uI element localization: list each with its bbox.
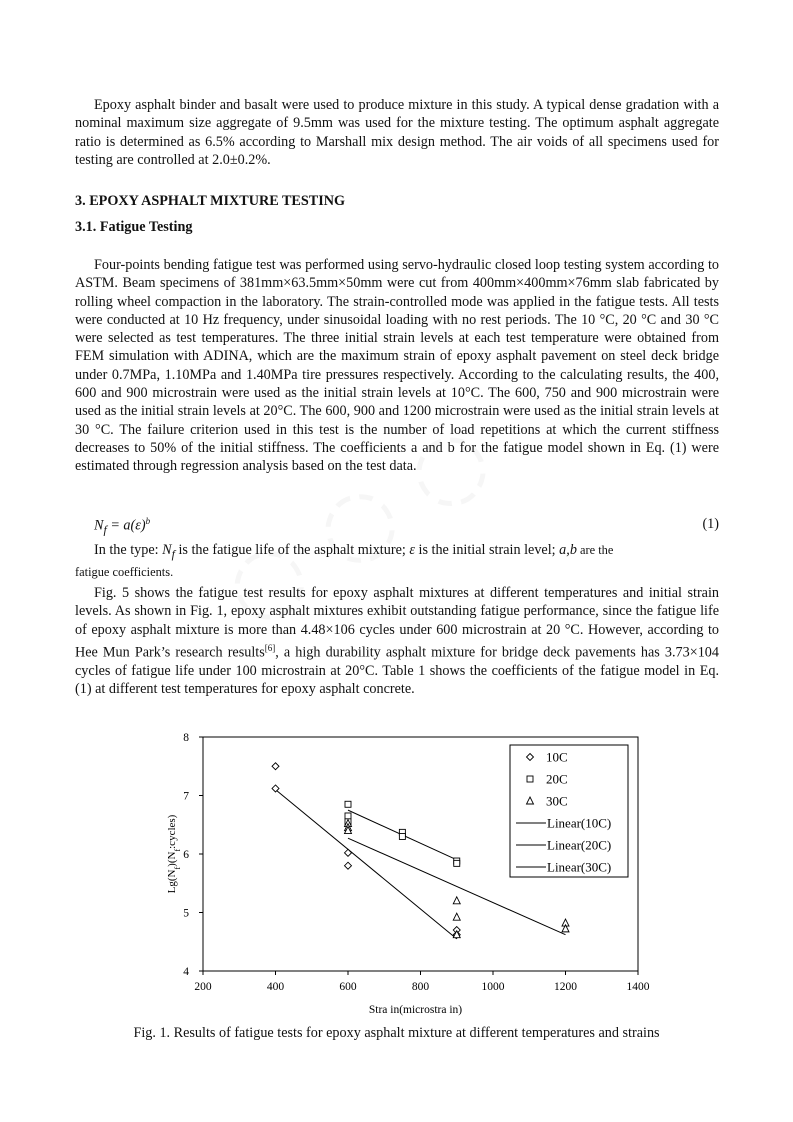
y-label-part: Lg(N xyxy=(166,869,178,894)
data-point xyxy=(453,897,460,904)
x-tick-label: 1000 xyxy=(481,981,505,993)
fatigue-paragraph xyxy=(75,256,719,476)
equation-lhs: N xyxy=(94,517,104,534)
y-label-sub: f xyxy=(172,866,182,870)
data-point xyxy=(454,860,460,866)
eq-note-nf: N xyxy=(162,542,172,558)
fit-line xyxy=(276,790,457,939)
eq-note-part1: In the type: xyxy=(94,542,163,558)
x-tick-label: 600 xyxy=(339,981,357,993)
section-heading: 3. EPOXY ASPHALT MIXTURE TESTING xyxy=(75,193,346,209)
intro-text: Epoxy asphalt binder and basalt were used to produce mixture in this study. A typical dense gradation with a nominal maximum size aggregate of 9.5mm was used for the mixture testing. The optimum asphalt aggregate ratio is determined as 6.5% according to Marshall mix design method. The air voids of all specimens used for testing are controlled at 2.0±0.2%. xyxy=(75,97,719,168)
data-point xyxy=(272,785,279,792)
legend-label: Linear(20C) xyxy=(547,837,612,853)
legend-box xyxy=(510,745,628,877)
equation-note xyxy=(75,541,719,581)
figure-caption: Fig. 1. Results of fatigue tests for epoxy asphalt mixture at different temperatures and strains xyxy=(133,1025,660,1041)
data-point xyxy=(272,763,279,770)
y-label-part: )(N xyxy=(166,851,178,867)
equation-number: (1) xyxy=(702,516,719,532)
x-tick-label: 800 xyxy=(411,981,430,993)
equation-lhs-sub: f xyxy=(103,522,107,537)
x-axis-label: Stra in(microstra in) xyxy=(368,1004,463,1016)
legend-marker xyxy=(527,776,533,782)
y-axis-label xyxy=(166,814,182,893)
data-point xyxy=(345,862,352,869)
eq-note-part3: is the initial strain level; xyxy=(414,542,560,558)
x-tick-label: 1200 xyxy=(554,981,577,993)
fatigue-chart-svg xyxy=(0,725,793,1025)
legend-label: 30C xyxy=(546,793,568,809)
data-point xyxy=(399,833,405,839)
results-text xyxy=(75,584,719,699)
eq-note-ab: a,b xyxy=(559,542,577,558)
x-tick-label: 400 xyxy=(266,981,285,993)
data-point xyxy=(345,813,351,819)
y-tick-label: 4 xyxy=(183,966,189,978)
legend-label: Linear(10C) xyxy=(547,815,612,831)
eq-note-nf-sub: f xyxy=(171,546,175,561)
eq-note-line2: fatigue coefficients. xyxy=(75,565,174,580)
equation-rhs-sup: b xyxy=(145,516,151,526)
fatigue-text: Four-points bending fatigue test was performed using servo-hydraulic closed loop testing system according to ASTM. Beam specimens of 381mm×63.5mm×50mm were cut from 400mm×400mm×76mm slab fabricated by rolling wheel compaction in the laboratory. The strain-controlled mode was applied in the fatigue tests. All tests were conducted at 10 Hz frequency, under sinusoidal loading with no rest periods. The 10 °C, 20 °C and 30 °C were selected as test temperatures. The three initial strain levels at each test temperature were obtained from FEM simulation with ADINA, which are the maximum strain of epoxy asphalt pavement on steel deck bridge under 0.7MPa, 1.10MPa and 1.40MPa tire pressures respectively. According to the calculating results, the 400, 600 and 900 microstrain were used as the initial strain levels at 10°C. The 600, 750 and 900 microstrain were used as the initial strain levels at 20°C. The 600, 900 and 1200 microstrain were used as the initial strain levels at 30 °C. The failure criterion used in this test is the number of load repetitions at which the current stiffness decreases to 50% of the initial stiffness. The coefficients a and b for the fatigue model shown in Eq. (1) were estimated through regression analysis based on the test data. xyxy=(75,257,719,475)
intro-paragraph xyxy=(75,96,719,169)
subsection-heading: 3.1. Fatigue Testing xyxy=(75,219,193,235)
y-tick-label: 7 xyxy=(183,790,189,803)
y-label-part: :cycles) xyxy=(166,814,178,849)
y-tick-label: 8 xyxy=(183,732,189,744)
legend-label: Linear(30C) xyxy=(547,859,612,875)
eq-note-eps: ε xyxy=(409,542,415,558)
equation-1 xyxy=(94,516,719,538)
results-ref: [6] xyxy=(264,642,276,653)
x-tick-label: 200 xyxy=(194,981,212,993)
results-paragraph xyxy=(75,584,719,699)
equation-rhs: = a(ε) xyxy=(106,517,146,534)
y-tick-label: 5 xyxy=(183,907,189,920)
y-tick-label: 6 xyxy=(183,849,189,861)
fatigue-chart xyxy=(0,725,793,1025)
eq-note-part2: is the fatigue life of the asphalt mixture; xyxy=(174,542,410,558)
eq-note-part4: are the xyxy=(576,543,614,557)
results-text-b: , a high durability asphalt mixture for bridge deck pavements has 3.73×104 cycles of fatigue life under 100 microstrain at 20°C. Table 1 shows the coefficients of the fatigue model in Eq. (1) at different test temperatures for epoxy asphalt concrete. xyxy=(75,644,719,698)
y-label-sub: f xyxy=(172,848,182,852)
results-text-a: Fig. 5 shows the fatigue test results for epoxy asphalt mixtures at different temperatures and initial strain levels. As shown in Fig. 1, epoxy asphalt mixtures exhibit outstanding fatigue performance, since the fatigue life of epoxy asphalt mixture is more than 4.48×106 cycles under 600 microstrain at 20 °C. However, according to Hee Mun Park’s research results xyxy=(75,585,719,661)
data-point xyxy=(453,913,460,920)
legend-label: 10C xyxy=(546,749,568,765)
data-point xyxy=(345,849,352,856)
x-tick-label: 1400 xyxy=(626,981,650,993)
legend-label: 20C xyxy=(546,771,568,787)
data-point xyxy=(345,801,351,807)
